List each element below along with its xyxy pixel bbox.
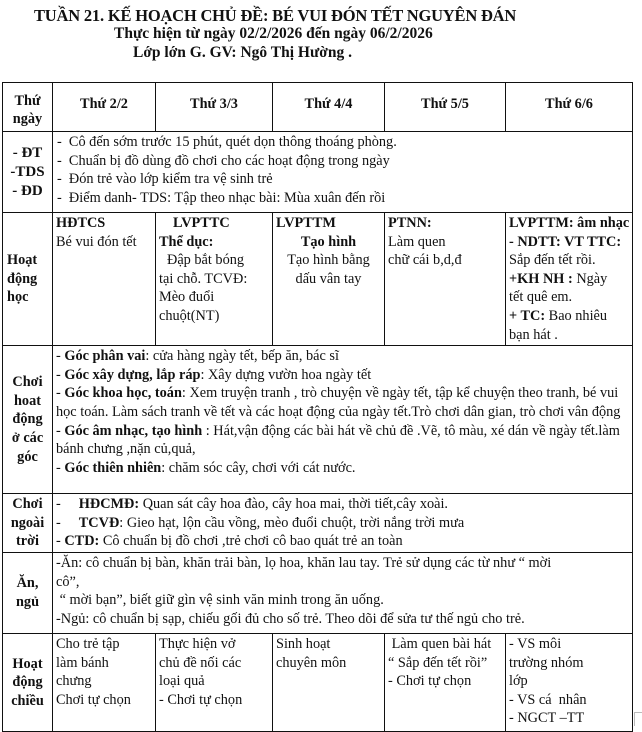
afternoon-line: loại quả	[159, 673, 205, 690]
meal-sleep-line: cô”,	[56, 573, 80, 590]
row-label-line: Chơi	[12, 496, 43, 513]
afternoon-line: - NGCT –TT	[509, 710, 585, 727]
corner-item: - Góc xây dựng, lắp ráp: Xây dựng vườn hoa ngày tết	[56, 366, 372, 383]
activity-area: PTNN:	[388, 215, 432, 231]
afternoon-line: - VS cá nhân	[509, 691, 587, 708]
choi-goc-content	[53, 346, 633, 494]
hdh-tue	[156, 213, 273, 346]
activity-topic: bạn hát .	[509, 326, 558, 343]
afternoon-line: - Chơi tự chọn	[159, 691, 243, 708]
activity-subject: - NDTT: VT TTC:	[509, 233, 622, 250]
row-label-choi-goc	[3, 346, 53, 494]
afternoon-line: chuyên môn	[276, 654, 347, 671]
page-corner-mark	[634, 712, 642, 726]
afternoon-line: chưng	[56, 673, 92, 690]
row-hoat-dong-hoc	[3, 213, 633, 346]
activity-topic: Bé vui đón tết	[56, 233, 137, 250]
plan-title: TUẦN 21. KẾ HOẠCH CHỦ ĐỀ: BÉ VUI ĐÓN TẾT NGUYÊN ĐÁN	[34, 6, 517, 25]
row-label-line: -TDS	[10, 163, 45, 180]
hdh-fri	[506, 213, 633, 346]
hdh-mon	[53, 213, 156, 346]
row-label-line: động	[12, 674, 43, 691]
activity-subject: Thể dục:	[159, 233, 214, 250]
row-label-line: động	[7, 270, 38, 287]
outdoor-item: - HĐCMĐ: Quan sát cây hoa đào, cây hoa mai, thời tiết,cây xoài.	[56, 496, 449, 513]
row-label-line: ngủ	[15, 593, 40, 610]
corner-item: - Góc âm nhạc, tạo hình : Hát,vận động các bài hát về chủ đề .Vẽ, tô màu, xé dán về ngày tết.làm bánh chưng ,nặn củ,quả,	[56, 422, 620, 458]
activity-topic: + TC: Bao nhiêu	[509, 307, 608, 324]
corner-label-line: Thứ	[14, 92, 41, 109]
chieu-wed	[273, 633, 385, 731]
row-hoat-dong-chieu	[3, 633, 633, 731]
row-label-line: ở các	[11, 429, 44, 446]
row-label-line: chiều	[11, 692, 44, 709]
activity-topic: tại chỗ. TCVĐ:	[159, 270, 248, 287]
day-header-thu: Thứ 5/5	[385, 83, 506, 132]
activity-topic: +KH NH : Ngày	[509, 270, 608, 287]
afternoon-line: Sinh hoạt	[276, 635, 331, 652]
weekly-plan-table	[2, 82, 633, 732]
list-item: - Cô đến sớm trước 15 phút, quét dọn thông thoáng phòng.	[57, 134, 397, 150]
afternoon-line: - VS môi	[509, 635, 562, 652]
row-label-choi-ngoai-troi	[3, 494, 53, 553]
row-choi-goc	[3, 346, 633, 494]
hdh-wed	[273, 213, 385, 346]
row-label-hoat-dong-chieu	[3, 633, 53, 731]
day-header-mon: Thứ 2/2	[53, 83, 156, 132]
activity-subject: Tạo hình	[300, 233, 357, 250]
afternoon-line: - Chơi tự chọn	[388, 673, 472, 690]
afternoon-line: “ Sắp đến tết rồi”	[388, 654, 488, 671]
afternoon-line: chủ đề nối các	[159, 654, 242, 671]
list-item: - Đón trẻ vào lớp kiểm tra vệ sinh trẻ	[57, 171, 273, 188]
class-teacher: Lớp lớn G. GV: Ngô Thị Hường .	[133, 44, 352, 61]
corner-item: - Góc thiên nhiên: chăm sóc cây, chơi với cát nước.	[56, 459, 356, 476]
row-label-line: Chơi	[12, 374, 43, 391]
chieu-tue	[156, 633, 273, 731]
afternoon-line: Cho trẻ tập	[56, 635, 120, 652]
row-label-an-ngu	[3, 552, 53, 633]
row-label-line: góc	[17, 448, 38, 465]
choi-ngoai-troi-content	[53, 494, 633, 553]
chieu-fri	[506, 633, 633, 731]
row-don-tre	[3, 132, 633, 213]
activity-topic: chuột(NT)	[159, 307, 220, 324]
corner-item: - Góc phân vai: cửa hàng ngày tết, bếp ăn, bác sĩ	[56, 348, 339, 365]
outdoor-item: - TCVĐ: Gieo hạt, lộn cầu vồng, mèo đuổi chuột, trời nắng trời mưa	[56, 514, 465, 531]
row-label-line: trời	[16, 533, 39, 550]
date-range: Thực hiện từ ngày 02/2/2026 đến ngày 06/2/2026	[114, 25, 433, 42]
row-label-line: Hoạt	[7, 252, 38, 269]
row-label-hoat-dong-hoc	[3, 213, 53, 346]
chieu-mon	[53, 633, 156, 731]
row-label-line: ngoài	[10, 514, 45, 531]
afternoon-line: lớp	[509, 673, 528, 690]
activity-area: LVPTTM: âm nhạc	[509, 215, 630, 231]
afternoon-line: Chơi tự chọn	[56, 691, 131, 708]
afternoon-line: làm bánh	[56, 654, 109, 671]
row-label-line: - ĐT	[12, 144, 43, 161]
activity-topic: Tạo hình bằng	[287, 252, 370, 269]
hdh-thu	[385, 213, 506, 346]
activity-topic: Sắp đến tết rồi.	[509, 252, 596, 269]
afternoon-line: trường nhóm	[509, 654, 584, 671]
activity-topic: Làm quen	[388, 233, 446, 250]
row-label-line: Ăn,	[16, 575, 39, 592]
header-row	[3, 83, 633, 132]
chieu-thu	[385, 633, 506, 731]
meal-sleep-line: -Ngủ: cô chuẩn bị sạp, chiếu gối đủ cho số trẻ. Theo dõi để sửa tư thế ngủ cho trẻ.	[56, 610, 525, 627]
row-an-ngu	[3, 552, 633, 633]
activity-topic: Đập bắt bóng	[167, 252, 245, 269]
activity-topic: chữ cái b,d,đ	[388, 252, 462, 269]
meal-sleep-line: “ mời bạn”, biết giữ gìn vệ sinh văn minh trong ăn uống.	[56, 592, 384, 609]
list-item: - Chuẩn bị đồ dùng đồ chơi cho các hoạt động trong ngày	[57, 152, 390, 169]
day-header-wed: Thứ 4/4	[273, 83, 385, 132]
activity-area: LVPTTM	[276, 215, 336, 231]
row-label-line: hoat	[13, 392, 41, 409]
list-item: - Điểm danh- TDS: Tập theo nhạc bài: Mùa xuân đến rồi	[57, 189, 386, 206]
afternoon-line: Thực hiện vở	[159, 635, 236, 652]
day-header-fri: Thứ 6/6	[506, 83, 633, 132]
meal-sleep-line: -Ăn: cô chuẩn bị bàn, khăn trải bàn, lọ hoa, khăn lau tay. Trẻ sử dụng các từ như “ mời	[56, 554, 552, 571]
day-header-tue: Thứ 3/3	[156, 83, 273, 132]
afternoon-line: Làm quen bài hát	[388, 635, 492, 652]
corner-item: - Góc khoa học, toán: Xem truyện tranh , trò chuyện về ngày tết, tập kể chuyện theo tranh, bé vui học toán. Làm sách tranh về tết và các hoạt động của ngày tết.Trò chơi dân gian, trò chơi vân động	[56, 385, 621, 420]
corner-label	[3, 83, 53, 132]
an-ngu-content	[53, 552, 633, 633]
activity-area: LVPTTC	[173, 215, 230, 231]
activity-topic: tết quê em.	[509, 289, 573, 306]
row-label-line: học	[7, 289, 29, 306]
row-label-line: - ĐD	[12, 182, 43, 199]
activity-topic: Mèo đuổi	[159, 289, 215, 306]
row-choi-ngoai-troi	[3, 494, 633, 553]
activity-area: HĐTCS	[56, 215, 106, 231]
activity-topic: dấu vân tay	[295, 270, 362, 287]
corner-label-line: ngày	[12, 111, 43, 128]
row-label-line: động	[12, 411, 43, 428]
row-label-don-tre	[3, 132, 53, 213]
don-tre-content	[53, 132, 633, 213]
row-label-line: Hoạt	[12, 655, 43, 672]
outdoor-item: - CTD: Cô chuẩn bị đồ chơi ,trẻ chơi cô bao quát trẻ an toàn	[56, 533, 403, 550]
